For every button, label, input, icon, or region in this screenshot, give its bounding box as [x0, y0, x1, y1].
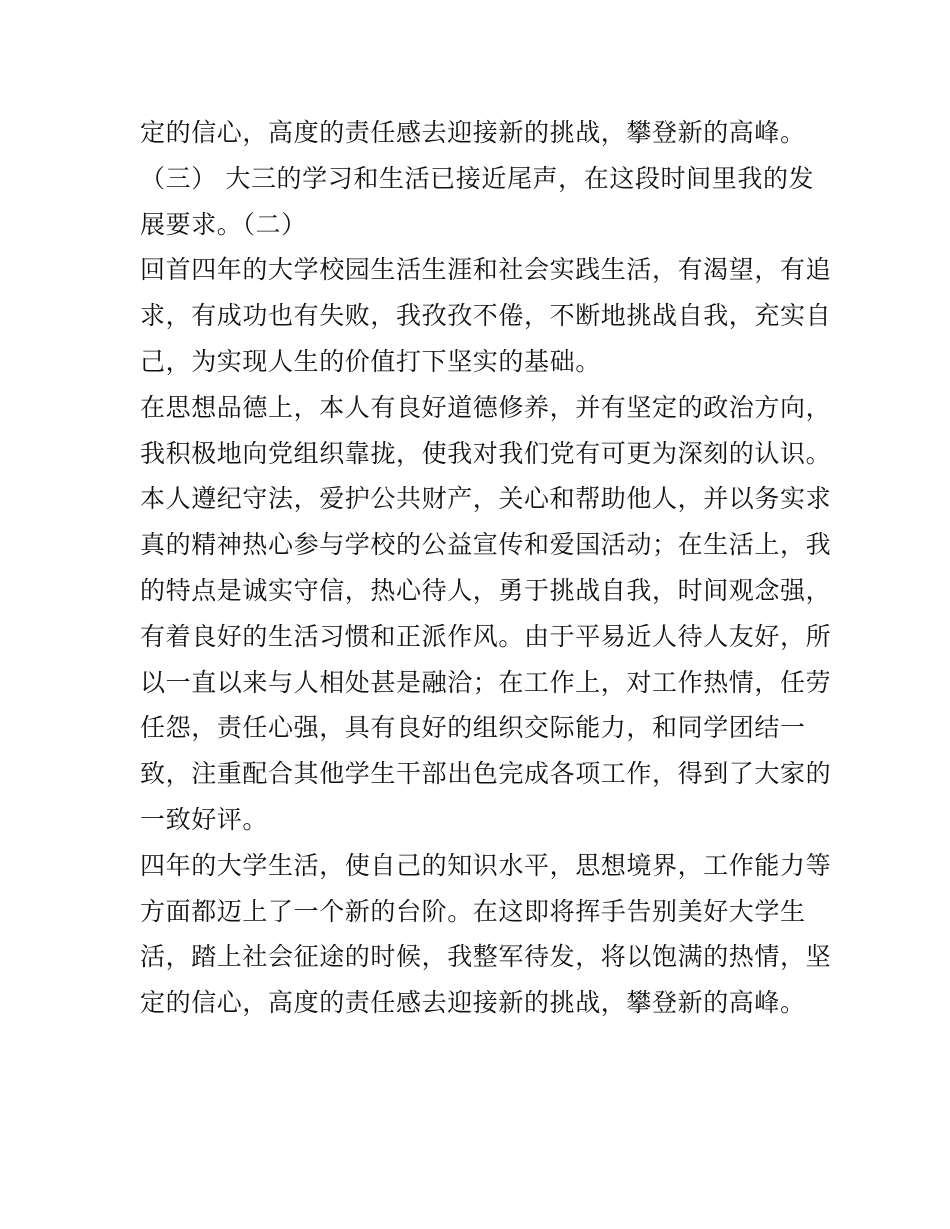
text-line: 方面都迈上了一个新的台阶。在这即将挥手告别美好大学生: [140, 896, 806, 926]
text-line: 致，注重配合其他学生干部出色完成各项工作，得到了大家的: [140, 759, 832, 789]
text-line: 定的信心，高度的责任感去迎接新的挑战，攀登新的高峰。: [140, 988, 806, 1018]
text-line: 展要求。（二）: [140, 209, 307, 239]
text-line: 在思想品德上，本人有良好道德修养，并有坚定的政治方向，: [140, 392, 832, 422]
text-line: 己，为实现人生的价值打下坚实的基础。: [140, 346, 601, 376]
text-line: 回首四年的大学校园生活生涯和社会实践生活，有渴望，有追: [140, 255, 832, 285]
text-line: 活，踏上社会征途的时候，我整军待发，将以饱满的热情，坚: [140, 942, 832, 972]
text-line: 本人遵纪守法，爱护公共财产，关心和帮助他人，并以务实求: [140, 484, 832, 514]
text-line: 一致好评。: [140, 804, 269, 834]
text-line: 定的信心，高度的责任感去迎接新的挑战，攀登新的高峰。: [140, 118, 806, 147]
text-line: （三） 大三的学习和生活已接近尾声，在这段时间里我的发: [140, 163, 815, 193]
text-line: 以一直以来与人相处甚是融洽；在工作上，对工作热情，任劳: [140, 667, 832, 697]
text-line: 四年的大学生活，使自己的知识水平，思想境界，工作能力等: [140, 850, 832, 880]
text-line: 的特点是诚实守信，热心待人，勇于挑战自我，时间观念强，: [140, 575, 832, 605]
body-text: [140, 110, 832, 1026]
text-line: 有着良好的生活习惯和正派作风。由于平易近人待人友好，所: [140, 621, 832, 651]
text-line: 求，有成功也有失败，我孜孜不倦，不断地挑战自我，充实自: [140, 301, 832, 331]
text-line: 我积极地向党组织靠拢，使我对我们党有可更为深刻的认识。: [140, 438, 832, 468]
text-line: 任怨，责任心强，具有良好的组织交际能力，和同学团结一: [140, 713, 806, 743]
text-line: 真的精神热心参与学校的公益宣传和爱国活动；在生活上，我: [140, 530, 832, 560]
